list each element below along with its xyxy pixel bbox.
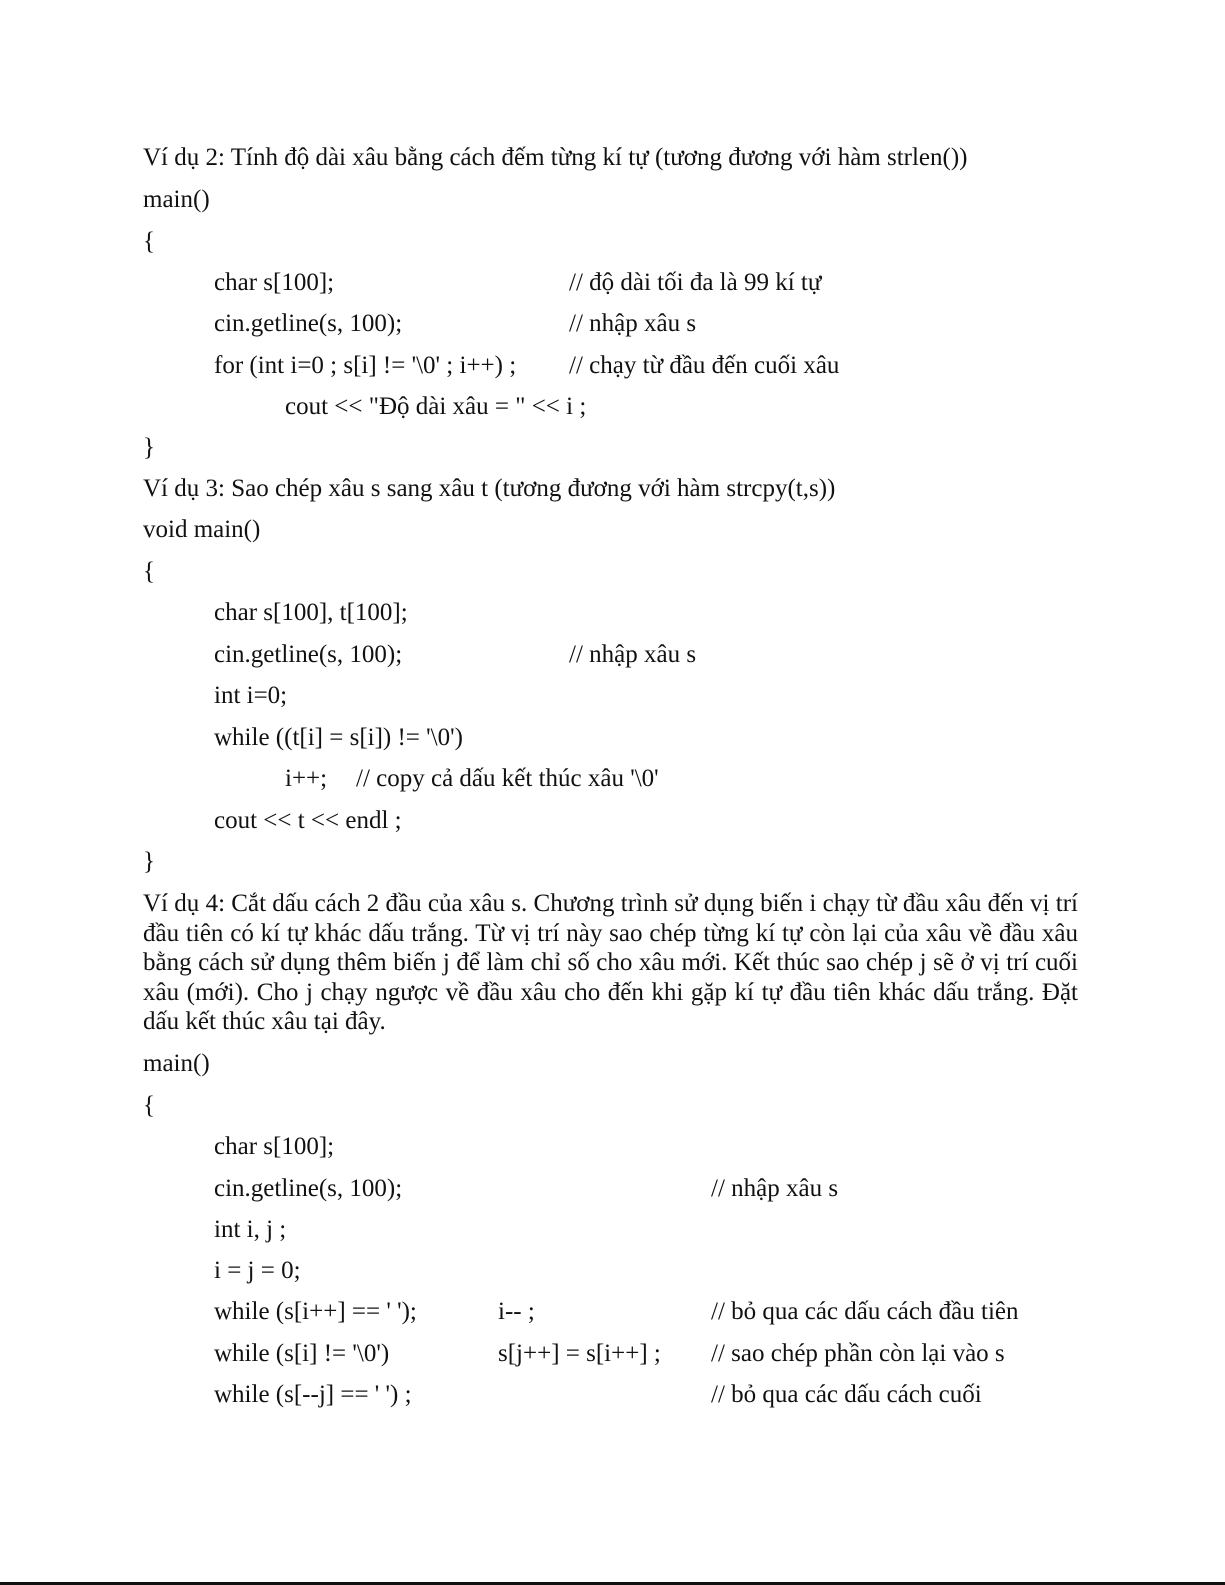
example-4-while1-stmt: i-- ; (498, 1298, 535, 1325)
example-4-while3: while (s[--j] == ' ') ; (214, 1381, 412, 1408)
example-2-decl-comment: // độ dài tối đa là 99 kí tự (569, 269, 822, 296)
example-2-open-brace: { (143, 228, 155, 255)
example-2-main: main() (143, 186, 210, 213)
example-3-cout: cout << t << endl ; (214, 807, 402, 834)
example-3-decl: char s[100], t[100]; (214, 599, 408, 626)
example-4-open-brace: { (143, 1092, 155, 1119)
example-4-init-ij: i = j = 0; (214, 1257, 301, 1284)
example-2-close-brace: } (143, 434, 155, 461)
example-2-getline-comment: // nhập xâu s (569, 310, 697, 337)
example-3-init: int i=0; (214, 682, 288, 709)
example-4-while2: while (s[i] != '\0') (214, 1340, 390, 1367)
example-4-decl: char s[100]; (214, 1133, 335, 1160)
example-2-for-loop: for (int i=0 ; s[i] != '\0' ; i++) ; (214, 352, 517, 379)
example-3-incr: i++; (285, 765, 328, 792)
example-4-while3-comment: // bỏ qua các dấu cách cuối (711, 1381, 982, 1408)
example-4-getline: cin.getline(s, 100); (214, 1175, 403, 1202)
example-2-cout: cout << "Độ dài xâu = " << i ; (285, 393, 587, 420)
example-4-getline-comment: // nhập xâu s (711, 1175, 839, 1202)
example-2-getline: cin.getline(s, 100); (214, 310, 403, 337)
example-3-getline-comment: // nhập xâu s (569, 641, 697, 668)
example-3-main: void main() (143, 516, 261, 543)
example-3-getline: cin.getline(s, 100); (214, 641, 403, 668)
example-3-open-brace: { (143, 558, 155, 585)
example-2-decl: char s[100]; (214, 269, 335, 296)
example-4-heading: Ví dụ 4: Cắt dấu cách 2 đầu của xâu s. Chương trình sử dụng biến i chạy từ đầu xâu đến vị trí đầu tiên có kí tự khác dấu trắng. Từ vị trí này sao chép từng kí tự còn lại của xâu về đầu xâu bằng cách sử dụng thêm biến j để làm chỉ số cho xâu mới. Kết thúc sao chép j sẽ ở vị trí cuối xâu (mới). Cho j chạy ngược về đầu xâu cho đến khi gặp kí tự đầu tiên khác dấu trắng. Đặt dấu kết thúc xâu tại đây. (143, 890, 1078, 1035)
example-4-while2-comment: // sao chép phần còn lại vào s (711, 1340, 1005, 1367)
example-4-while1: while (s[i++] == ' '); (214, 1298, 417, 1325)
example-3-close-brace: } (143, 848, 155, 875)
example-4-while1-comment: // bỏ qua các dấu cách đầu tiên (711, 1298, 1019, 1325)
example-2-for-comment: // chạy từ đầu đến cuối xâu (569, 352, 840, 379)
example-4-while2-stmt: s[j++] = s[i++] ; (498, 1340, 661, 1367)
example-3-incr-comment: // copy cả dấu kết thúc xâu '\0' (356, 765, 659, 792)
example-4-decl-ij: int i, j ; (214, 1216, 287, 1243)
example-2-heading: Ví dụ 2: Tính độ dài xâu bằng cách đếm từng kí tự (tương đương với hàm strlen()) (143, 144, 968, 171)
example-3-heading: Ví dụ 3: Sao chép xâu s sang xâu t (tương đương với hàm strcpy(t,s)) (143, 475, 836, 502)
example-4-main: main() (143, 1050, 210, 1077)
example-3-while-loop: while ((t[i] = s[i]) != '\0') (214, 724, 463, 751)
